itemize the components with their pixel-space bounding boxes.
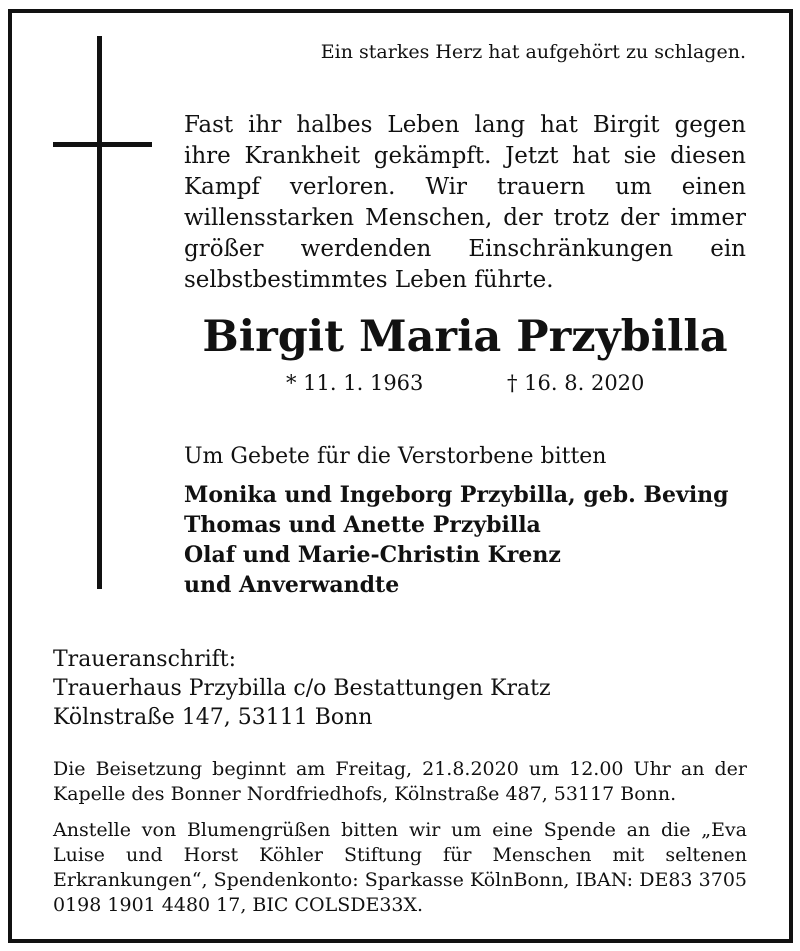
donation-notice: Anstelle von Blumengrüßen bitten wir um eine Spende an die „Eva Luise und Horst Köhler Stiftung für Menschen mit seltenen Erkrankungen“, Spendenkonto: Sparkasse KölnBonn, IBAN: DE83 3705 0198 1901 4480 17, BIC COLSDE33X.: [53, 819, 747, 916]
address-label: Traueranschrift:: [53, 647, 237, 672]
mourner-line: Monika und Ingeborg Przybilla, geb. Beving: [184, 482, 729, 508]
mourner-line: Thomas und Anette Przybilla: [184, 512, 541, 538]
mourner-line: und Anverwandte: [184, 572, 400, 598]
mourning-address: [53, 645, 551, 732]
address-line-2: Kölnstraße 147, 53111 Bonn: [53, 705, 373, 730]
death-date: † 16. 8. 2020: [507, 371, 645, 395]
deceased-name: Birgit Maria Przybilla: [202, 312, 728, 362]
burial-notice: Die Beisetzung beginnt am Freitag, 21.8.2020 um 12.00 Uhr an der Kapelle des Bonner Nordfriedhofs, Kölnstraße 487, 53117 Bonn.: [53, 758, 747, 805]
cross-icon: [97, 36, 102, 589]
prayer-request: Um Gebete für die Verstorbene bitten: [184, 444, 607, 469]
intro-text: Fast ihr halbes Leben lang hat Birgit gegen ihre Krankheit gekämpft. Jetzt hat sie diesen Kampf verloren. Wir trauern um einen willensstarken Menschen, der trotz der immer größer werdenden Einschränkungen ein selbstbestimmtes Leben führte.: [184, 112, 746, 293]
mourner-line: Olaf und Marie-Christin Krenz: [184, 542, 561, 568]
birth-date: * 11. 1. 1963: [286, 371, 424, 395]
motto: Ein starkes Herz hat aufgehört zu schlagen.: [320, 41, 746, 63]
mourners-list: [184, 480, 729, 600]
cross-icon-bar: [53, 142, 152, 147]
address-line-1: Trauerhaus Przybilla c/o Bestattungen Kratz: [53, 676, 551, 701]
